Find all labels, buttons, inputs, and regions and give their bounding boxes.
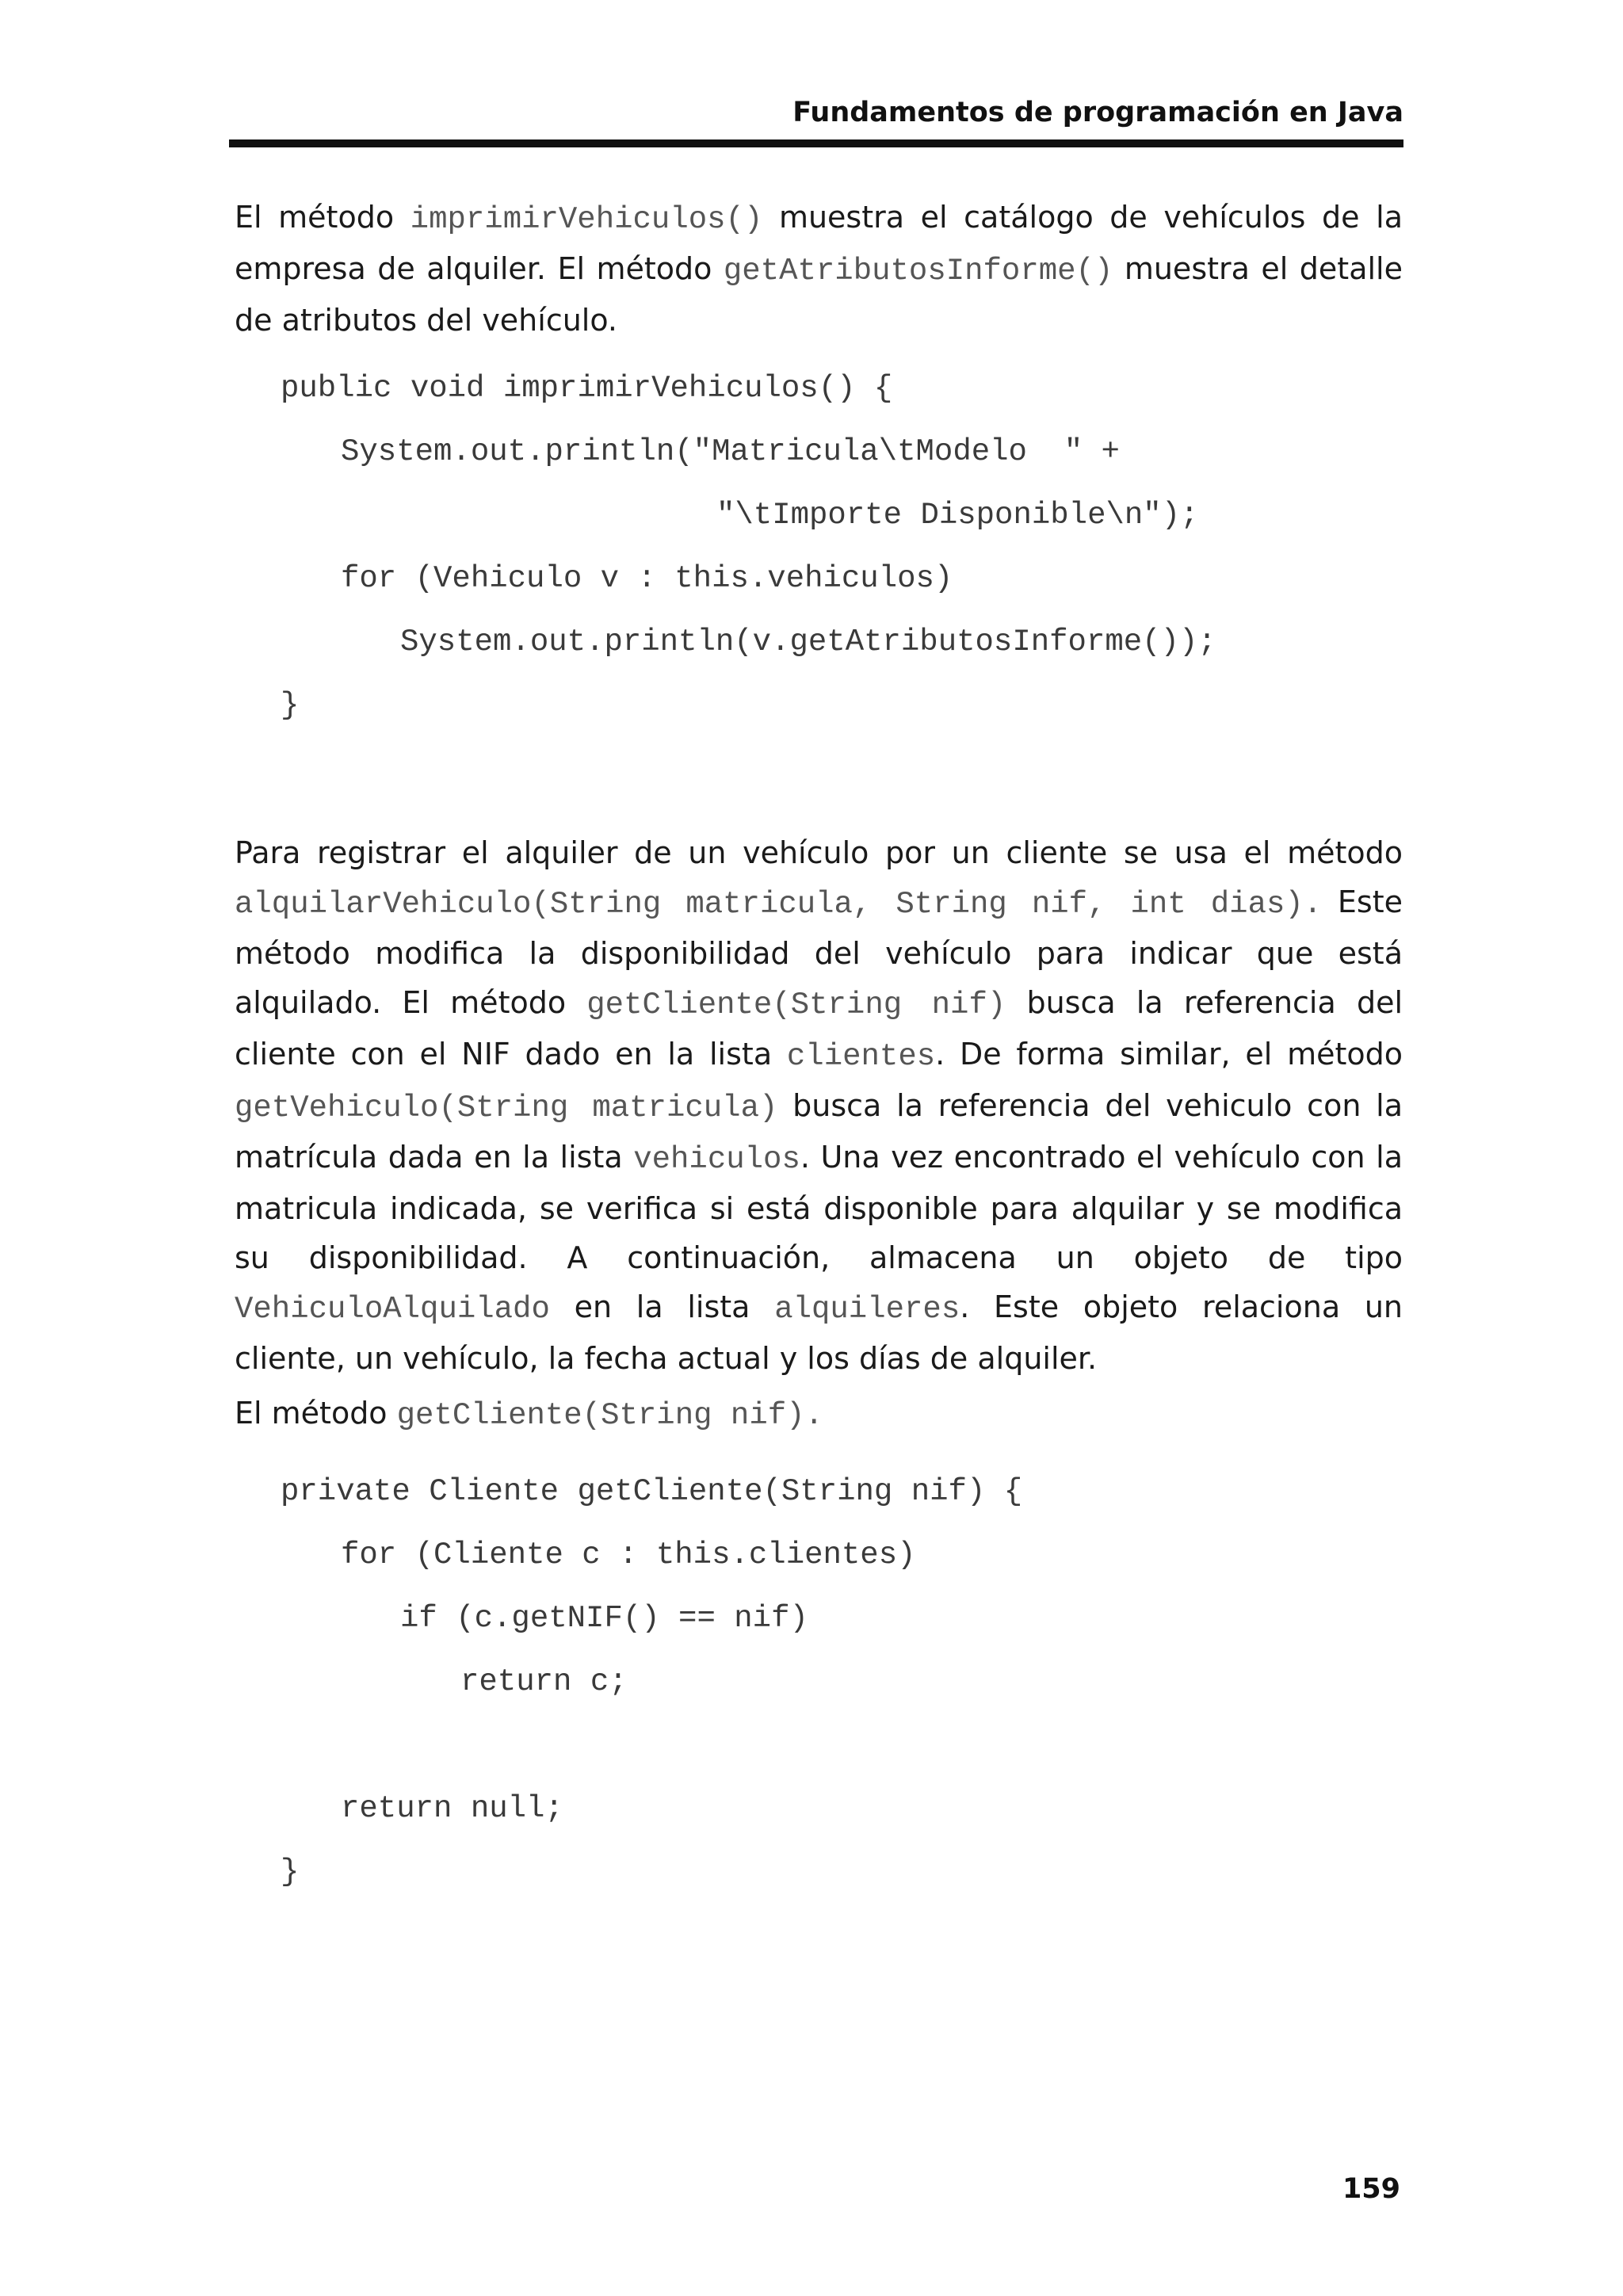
paragraph-text: El método xyxy=(235,1396,397,1431)
running-header-title: Fundamentos de programación en Java xyxy=(792,97,1403,128)
paragraph-text: muestra el detalle de atributos del vehículo. xyxy=(235,251,1403,338)
inline-code: getVehiculo(String matricula) xyxy=(235,1091,778,1125)
code-line: return null; xyxy=(341,1791,563,1826)
code-line: if (c.getNIF() == nif) xyxy=(400,1601,808,1636)
code-line: "\tImporte Disponible\n"); xyxy=(716,498,1199,533)
code-line: for (Vehiculo v : this.vehiculos) xyxy=(341,561,953,596)
code-line: System.out.println(v.getAtributosInforme()); xyxy=(400,625,1216,659)
paragraph-text: . Una vez encontrado el vehículo con la matricula indicada, se verifica si está disponible para alquilar y se modifica su disponibilidad. A continuación, almacena un objeto de tipo xyxy=(235,1140,1403,1275)
paragraph-alquilar-vehiculo xyxy=(235,828,1403,1383)
code-line: private Cliente getCliente(String nif) { xyxy=(281,1474,1023,1509)
inline-code: getAtributosInforme() xyxy=(723,254,1113,288)
paragraph-imprimir-vehiculos xyxy=(235,193,1403,345)
paragraph-text: en la lista xyxy=(549,1289,775,1324)
code-line: } xyxy=(281,688,300,723)
inline-code: VehiculoAlquilado xyxy=(235,1292,550,1327)
paragraph-text: . De forma similar, el método xyxy=(935,1037,1403,1072)
paragraph-text: Este método modifica la disponibilidad del vehículo para indicar que está alquilado. El método xyxy=(235,884,1403,1020)
inline-code: alquilarVehiculo(String matricula, String nif, int dias). xyxy=(235,887,1323,922)
inline-code: alquileres xyxy=(774,1292,960,1327)
paragraph-text: Para registrar el alquiler de un vehículo por un cliente se usa el método xyxy=(235,835,1403,870)
page-number: 159 xyxy=(1342,2173,1400,2205)
code-line: System.out.println("Matricula\tModelo " + xyxy=(341,434,1120,469)
paragraph-text: El método xyxy=(235,200,411,235)
inline-code: vehiculos xyxy=(633,1142,800,1177)
paragraph-text: busca la referencia del cliente con el NIF dado en la lista xyxy=(235,985,1403,1072)
paragraph-text: muestra el catálogo de vehículos de la empresa de alquiler. El método xyxy=(235,200,1403,286)
header-divider xyxy=(229,139,1403,147)
inline-code: getCliente(String nif). xyxy=(396,1398,823,1433)
paragraph-text: busca la referencia del vehiculo con la matrícula dada en la lista xyxy=(235,1088,1403,1175)
inline-code: clientes xyxy=(786,1039,936,1074)
code-line: } xyxy=(281,1855,300,1889)
code-line: public void imprimirVehiculos() { xyxy=(281,371,893,406)
code-line: return c; xyxy=(460,1664,628,1699)
inline-code: getCliente(String nif) xyxy=(586,988,1006,1022)
code-line: for (Cliente c : this.clientes) xyxy=(341,1538,916,1572)
inline-code: imprimirVehiculos() xyxy=(410,202,763,237)
paragraph-text: . Este objeto relaciona un cliente, un vehículo, la fecha actual y los días de alquiler. xyxy=(235,1289,1403,1376)
paragraph-get-cliente-intro xyxy=(235,1389,1403,1440)
